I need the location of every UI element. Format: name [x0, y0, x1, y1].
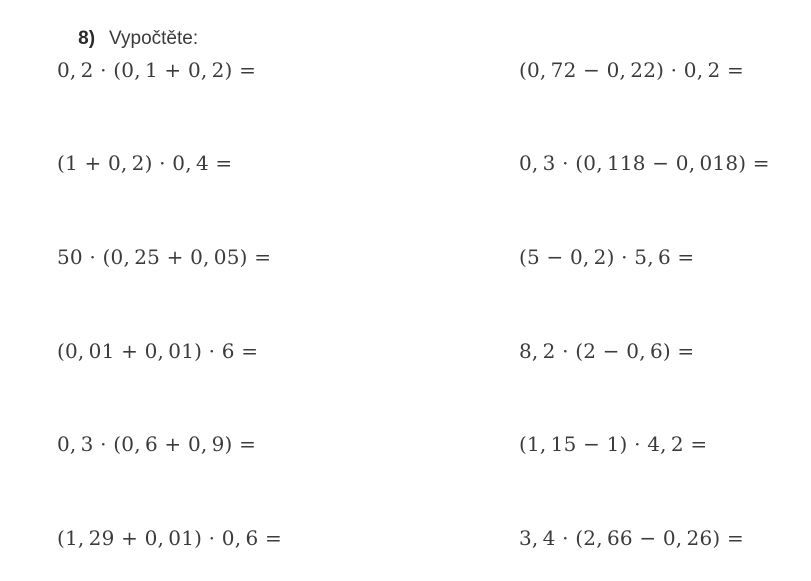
math-expression-right-2: 0, 3 · (0, 118 − 0, 018) =: [519, 151, 770, 175]
math-expression-right-6: 3, 4 · (2, 66 − 0, 26) =: [519, 526, 744, 550]
math-expression-right-3: (5 − 0, 2) · 5, 6 =: [519, 245, 695, 269]
math-expression-left-1: 0, 2 · (0, 1 + 0, 2) =: [57, 58, 257, 82]
math-expression-left-2: (1 + 0, 2) · 0, 4 =: [57, 151, 233, 175]
math-expression-left-6: (1, 29 + 0, 01) · 0, 6 =: [57, 526, 282, 550]
math-expression-left-3: 50 · (0, 25 + 0, 05) =: [57, 245, 272, 269]
math-expression-left-5: 0, 3 · (0, 6 + 0, 9) =: [57, 432, 257, 456]
exercise-title: Vypočtěte:: [109, 28, 199, 49]
math-expression-left-4: (0, 01 + 0, 01) · 6 =: [57, 339, 259, 363]
math-expression-right-4: 8, 2 · (2 − 0, 6) =: [519, 339, 695, 363]
math-expression-right-5: (1, 15 − 1) · 4, 2 =: [519, 432, 708, 456]
exercise-number: 8): [78, 28, 96, 49]
math-expression-right-1: (0, 72 − 0, 22) · 0, 2 =: [519, 58, 744, 82]
